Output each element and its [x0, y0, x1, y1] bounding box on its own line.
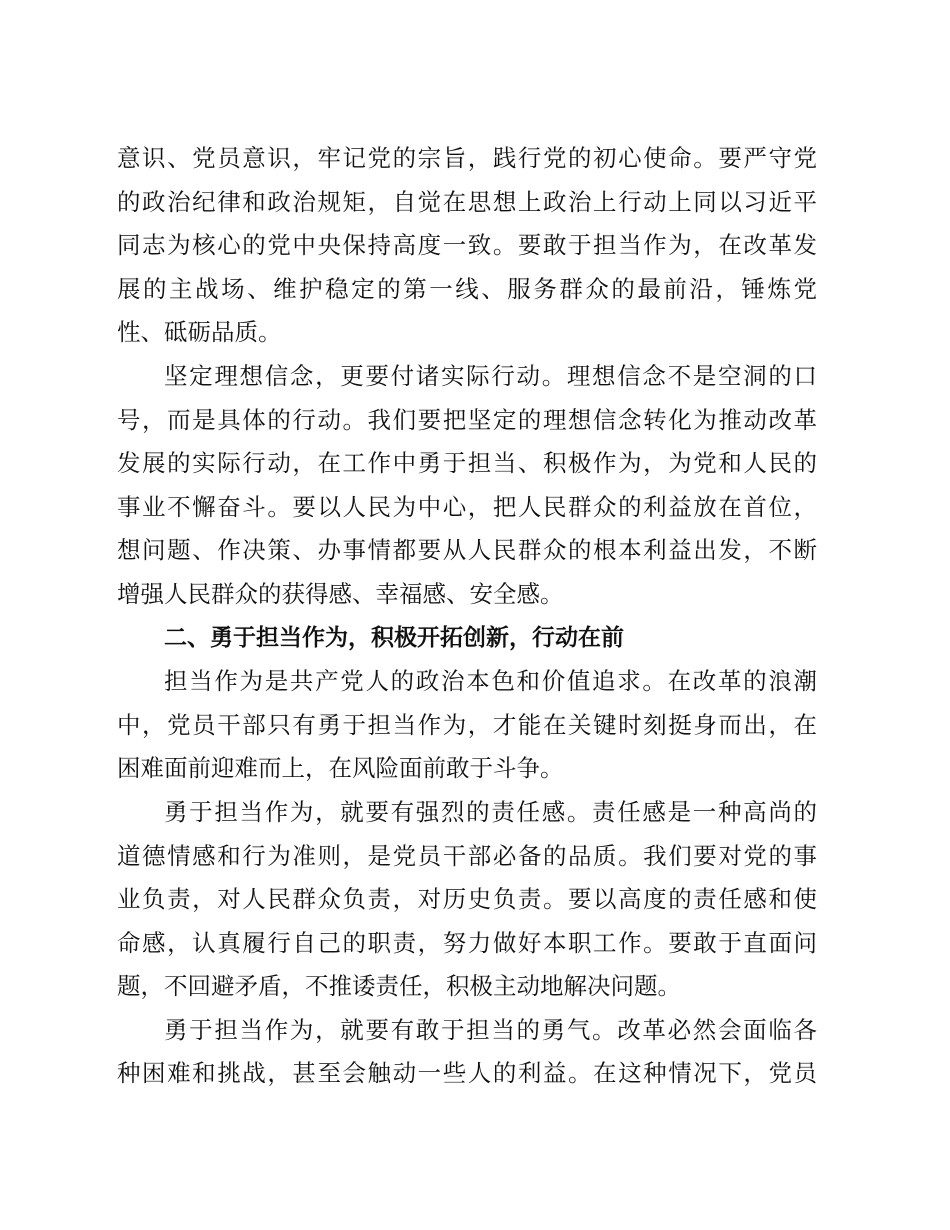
text-line: 坚定理想信念，更要付诸实际行动。理想信念不是空洞的口	[164, 361, 817, 390]
text-line: 的政治纪律和政治规矩，自觉在思想上政治上行动上同以习近平	[117, 187, 817, 216]
text-line: 命感，认真履行自己的职责，努力做好本职工作。要敢于直面问	[117, 928, 817, 957]
text-line: 种困难和挑战，甚至会触动一些人的利益。在这种情况下，党员	[117, 1059, 817, 1088]
section-heading	[117, 617, 817, 661]
text-line: 意识、党员意识，牢记党的宗旨，践行党的初心使命。要严守党	[117, 144, 817, 172]
text-line: 勇于担当作为，就要有强烈的责任感。责任感是一种高尚的	[164, 797, 817, 826]
text-line: 增强人民群众的获得感、幸福感、安全感。	[117, 579, 564, 608]
text-line: 想问题、作决策、办事情都要从人民群众的根本利益出发，不断	[117, 536, 817, 565]
text-line: 发展的实际行动，在工作中勇于担当、积极作为，为党和人民的	[117, 449, 817, 478]
heading-text: 二、勇于担当作为，积极开拓创新，行动在前	[164, 624, 624, 651]
text-line: 同志为核心的党中央保持高度一致。要敢于担当作为，在改革发	[117, 231, 817, 260]
text-line: 题，不回避矛盾，不推诿责任，积极主动地解决问题。	[117, 972, 681, 1001]
paragraph	[117, 791, 817, 1009]
text-line: 号，而是具体的行动。我们要把坚定的理想信念转化为推动改革	[117, 405, 817, 434]
paragraph	[117, 660, 817, 791]
text-line: 事业不懈奋斗。要以人民为中心，把人民群众的利益放在首位，	[117, 492, 817, 521]
paragraph	[117, 137, 817, 355]
paragraph	[117, 355, 817, 617]
document-body	[117, 137, 817, 1096]
paragraph	[117, 1009, 817, 1096]
text-line: 道德情感和行为准则，是党员干部必备的品质。我们要对党的事	[117, 841, 817, 870]
text-line: 性、砥砺品质。	[117, 318, 282, 347]
text-line: 担当作为是共产党人的政治本色和价值追求。在改革的浪潮	[164, 667, 817, 696]
text-line: 业负责，对人民群众负责，对历史负责。要以高度的责任感和使	[117, 885, 817, 914]
text-line: 勇于担当作为，就要有敢于担当的勇气。改革必然会面临各	[164, 1015, 817, 1044]
text-line: 困难面前迎难而上，在风险面前敢于斗争。	[117, 754, 564, 783]
text-line: 中，党员干部只有勇于担当作为，才能在关键时刻挺身而出，在	[117, 710, 817, 739]
text-line: 展的主战场、维护稳定的第一线、服务群众的最前沿，锤炼党	[117, 274, 817, 303]
